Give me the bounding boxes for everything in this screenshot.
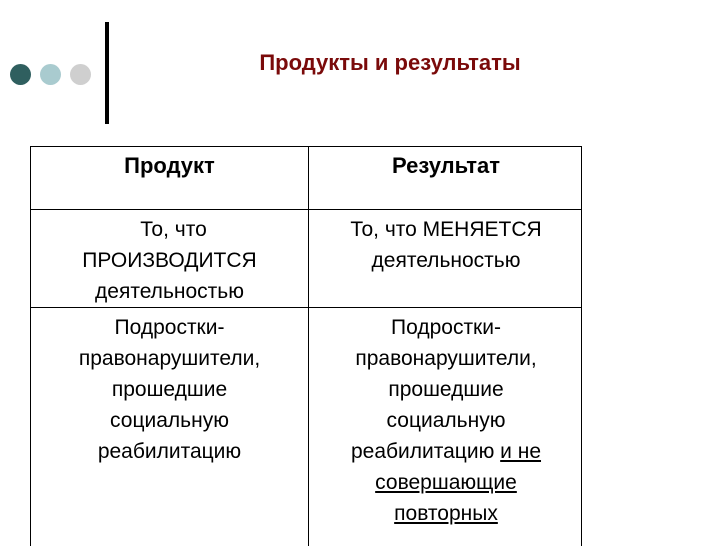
row2-result-line5 (309, 436, 583, 467)
row2-product-line1: Подростки- (114, 316, 225, 339)
row1-result-cell (309, 214, 583, 276)
header-result: Результат (391, 153, 501, 178)
row1-product-line3: деятельностью (95, 280, 244, 303)
row2-product-cell (31, 312, 308, 467)
row2-result-line5-plain: реабилитацию (350, 440, 495, 463)
header-product: Продукт (124, 153, 215, 178)
row2-product-line4: социальную (110, 409, 229, 432)
row1-product-line1: То, что (140, 218, 207, 241)
decorative-dots (10, 64, 100, 86)
row2-result-cell (309, 312, 583, 529)
row2-result-line3: прошедшие (388, 378, 504, 401)
row1-product-line2: ПРОИЗВОДИТСЯ (82, 249, 257, 272)
vertical-divider (105, 22, 109, 124)
dot-gray (70, 64, 91, 85)
row2-result-line2: правонарушители, (355, 347, 537, 370)
row2-product-line3: прошедшие (111, 378, 228, 401)
dot-light-teal (40, 64, 61, 85)
row-divider-1 (31, 307, 581, 308)
row2-result-line1: Подростки- (391, 316, 501, 339)
slide-title: Продукты и результаты (259, 50, 521, 75)
row1-result-line2: деятельностью (371, 249, 521, 272)
row1-product-cell (31, 214, 308, 307)
dot-dark (10, 64, 31, 85)
row2-result-line5-underlined: и не (500, 440, 542, 463)
row1-result-line1: То, что МЕНЯЕТСЯ (350, 218, 542, 241)
row2-result-line7: повторных (394, 502, 498, 525)
row-divider-header (31, 209, 581, 210)
row2-product-line2: правонарушители, (78, 347, 261, 370)
comparison-table (30, 146, 582, 546)
row2-result-line6: совершающие (375, 471, 517, 494)
row2-result-line4: социальную (386, 409, 506, 432)
row2-product-line5: реабилитацию (97, 440, 242, 463)
